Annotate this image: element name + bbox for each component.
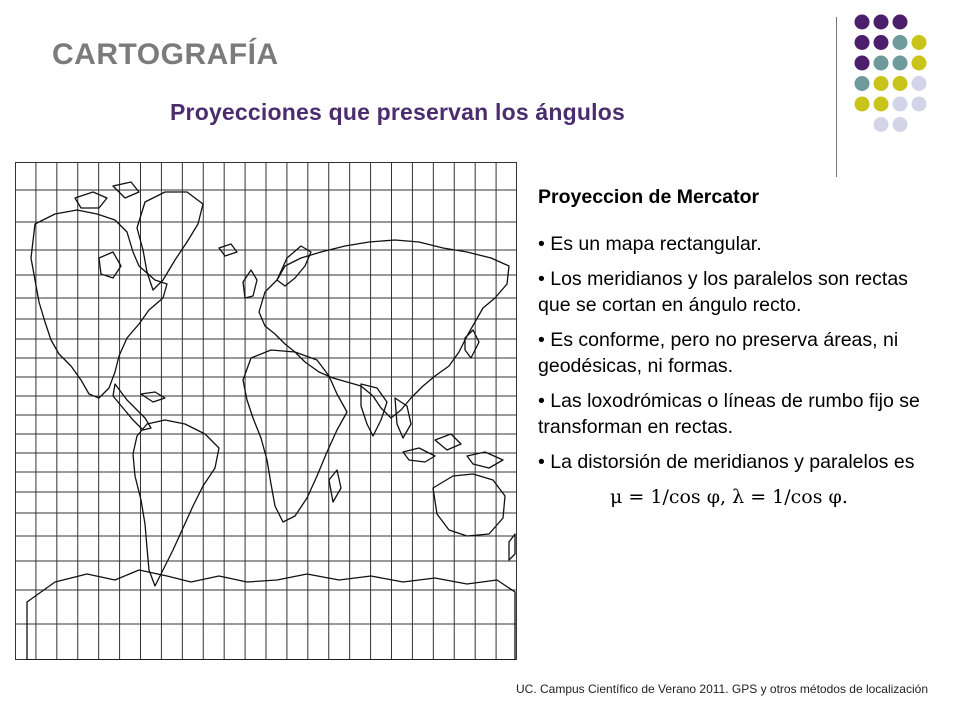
decorative-dot-grid: [0, 0, 960, 180]
formula-text: .: [841, 486, 848, 508]
decorative-dot: [893, 56, 908, 71]
slide-subtitle: Proyecciones que preservan los ángulos: [170, 99, 625, 125]
mu-symbol: μ: [610, 486, 623, 508]
decorative-dot: [874, 15, 889, 30]
decorative-dot: [855, 56, 870, 71]
decorative-dot: [893, 15, 908, 30]
decorative-dot: [874, 56, 889, 71]
lambda-symbol: λ: [732, 486, 745, 508]
decorative-dot: [912, 97, 927, 112]
map-grid: [15, 162, 517, 660]
decorative-dot: [855, 76, 870, 91]
decorative-dot: [874, 35, 889, 50]
decorative-dot: [855, 97, 870, 112]
formula-text: = 1/cos: [622, 486, 707, 508]
bullet-item: • La distorsión de meridianos y paralelos es: [538, 451, 915, 473]
decorative-dot: [855, 35, 870, 50]
distortion-formula: [538, 484, 943, 510]
bullet-item: • Las loxodrómicas o líneas de rumbo fijo se transforman en rectas.: [538, 390, 920, 438]
bullet-item: • Es conforme, pero no preserva áreas, ni geodésicas, ni formas.: [538, 329, 899, 377]
decorative-dot: [912, 35, 927, 50]
phi-symbol: φ: [706, 486, 721, 508]
formula-text: = 1/cos: [744, 486, 829, 508]
mercator-world-map: [15, 162, 517, 660]
decorative-dot: [874, 97, 889, 112]
decorative-dot: [855, 15, 870, 30]
decorative-dot: [893, 76, 908, 91]
decorative-dot: [912, 56, 927, 71]
decorative-dot: [893, 35, 908, 50]
bullet-item: • Es un mapa rectangular.: [538, 233, 762, 255]
formula-text: ,: [720, 486, 733, 508]
decorative-dot: [874, 76, 889, 91]
slide-title: CARTOGRAFÍA: [52, 38, 279, 71]
section-heading: Proyeccion de Mercator: [538, 186, 760, 208]
bullet-item: • Los meridianos y los paralelos son rectas que se cortan en ángulo recto.: [538, 268, 908, 316]
map-coastlines: [27, 182, 515, 660]
phi-symbol: φ: [828, 486, 842, 508]
text-content: [538, 184, 943, 510]
footer-text: UC. Campus Científico de Verano 2011. GPS y otros métodos de localización: [516, 682, 928, 696]
decorative-dot: [912, 76, 927, 91]
decorative-dot: [874, 117, 889, 132]
decorative-dot: [893, 117, 908, 132]
decorative-dot: [893, 97, 908, 112]
